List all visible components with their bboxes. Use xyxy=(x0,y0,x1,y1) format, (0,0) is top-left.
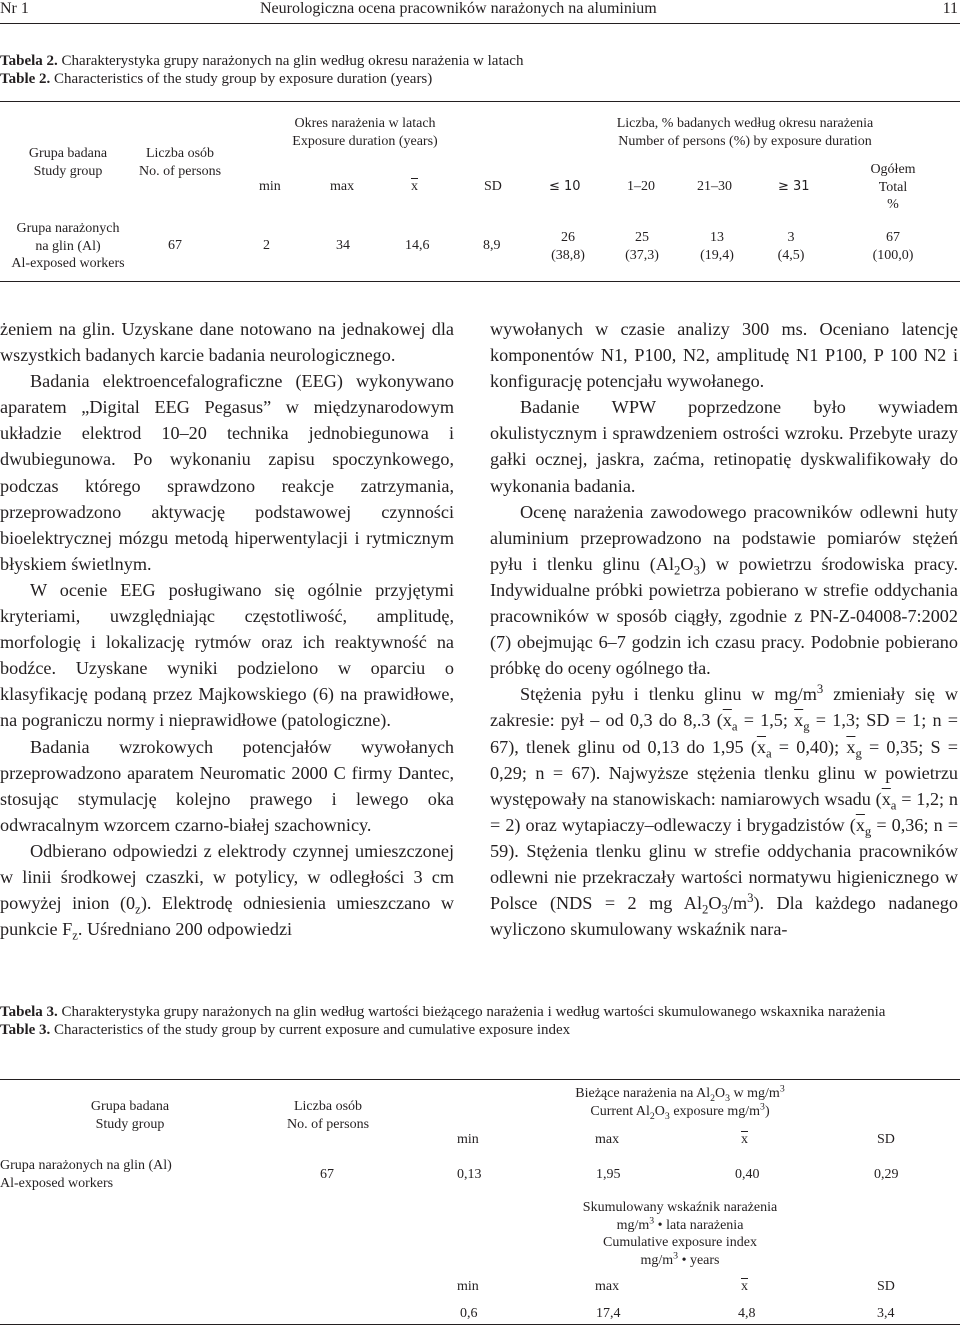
issue-number: Nr 1 xyxy=(0,0,29,17)
t3-cum-max: 17,4 xyxy=(596,1306,621,1321)
left-para-5-a: Odbierano odpowiedzi z elektrody czynnej umieszczonej w linii środkowej czaszki, w potylicy, w odległości 3 cm powyżej inion (0 xyxy=(0,840,454,914)
t3-col-n-pl: Liczba osób xyxy=(293,1099,363,1114)
left-para-3: W ocenie EEG posługiwano się ogólnie przyjętymi kryteriami, uwzględniając częstotliwość, amplitudę, morfologię i lokalizację rytmów oraz ich reaktywność na bodźce. Uzyskane wyniki podzielono w oparciu o klasyfikację podaną przez Majkowskiego (6) na prawidłowe, na pograniczu normy i nieprawidłowe (patologiczne). xyxy=(0,579,454,731)
col-dur-pl: Okres narażenia w latach xyxy=(294,116,436,131)
cell-ge31 xyxy=(759,229,823,264)
t3-sub-sd: SD xyxy=(877,1132,895,1147)
table3-title-en: Characteristics of the study group by current exposure and cumulative exposure index xyxy=(54,1022,571,1038)
t3-col-n xyxy=(258,1098,398,1133)
left-para-2: Badania elektroencefalograficzne (EEG) wykonywano aparatem „Digital EEG Pegasus” w międzynarodowym układzie elektrod 10–20 technika jednobiegunowa i dwubiegunowa. Po wykonaniu zapisu spoczynkowego, podczas którego sprawdzono reakcje zatrzymania, przeprowadzono aktywację podstawowej czynności bioelektrycznej mózgu metodą hiperwentylacji i rytmicznym błyskiem świetlnym. xyxy=(0,371,454,574)
table2-label-pl: Tabela 2. xyxy=(0,53,58,69)
sub-3: 3 xyxy=(693,563,700,578)
rp4-8: = 0,36; n = 59). Stężenia tlenku glinu w strefie oddychania pracowników odlewni nie przekraczały wartości normatywu higienicznego w Polsce (NDS = 2 mg Al xyxy=(490,814,958,914)
table3-label-pl: Tabela 3. xyxy=(0,1004,58,1020)
rp4-2: zmieniały się w zakresie: pył – od 0,3 do 8,.3 ( xyxy=(490,684,958,731)
running-title: Neurologiczna ocena pracowników narażonych na aluminium xyxy=(260,0,657,17)
sub-a-2: a xyxy=(765,746,772,761)
body-left-column xyxy=(0,316,454,942)
t3-sub-min-2: min xyxy=(457,1279,479,1294)
t3-sub-mean-2: $\overline{x}$ xyxy=(741,1279,748,1294)
sub-g-2: g xyxy=(855,746,862,761)
total-pct: % xyxy=(887,197,899,212)
sub-mean: $\overline{x}$ xyxy=(411,179,418,194)
sub-sd: SD xyxy=(484,179,502,194)
cell-n: 67 xyxy=(168,238,182,253)
row-label-3: Al-exposed workers xyxy=(11,256,125,271)
col-group-en: Study group xyxy=(33,163,103,179)
t3-cum-2b: • lata narażenia xyxy=(654,1217,744,1233)
xbar-6: $\overline{x}$ xyxy=(855,814,865,835)
cell-1-20 xyxy=(610,229,674,264)
t3-cur-pl xyxy=(510,1085,850,1103)
sub-a-1: a xyxy=(731,720,738,735)
cell-1-20-n: 25 xyxy=(635,230,649,245)
cell-le10 xyxy=(536,229,600,264)
table2-title-en: Characteristics of the study group by exposure duration (years) xyxy=(54,71,433,87)
t3-cell-n: 67 xyxy=(320,1167,334,1182)
sup-3-b: 3 xyxy=(747,891,754,905)
t3-cum-mean: 4,8 xyxy=(738,1306,756,1321)
right-para-3-a: Ocenę narażenia zawodowego pracowników odlewni huty aluminium przeprowadzono na podstawie pomiarów stężeń pyłu i tlenku glinu (Al xyxy=(490,501,958,574)
table2-col-duration xyxy=(260,115,470,150)
t3-sub-max: max xyxy=(595,1132,620,1147)
table2-col-group xyxy=(0,145,136,180)
t3-sub-2: 2 xyxy=(710,1092,716,1104)
sub-1-20: 1–20 xyxy=(627,179,655,194)
col-n-pl: Liczba osób xyxy=(145,146,215,161)
t3-col-group-pl: Grupa badana xyxy=(90,1099,170,1114)
left-para-1: żeniem na glin. Uzyskane dane notowano na jednakowej dla wszystkich badanych karcie badania neurologicznego. xyxy=(0,319,454,366)
rp4-4: = 1,3; SD = 1; n = 67), tlenek glinu od 0,13 do 1,95 ( xyxy=(490,710,959,757)
sup-3-a: 3 xyxy=(816,682,824,697)
t3-cum-sup-b: 3 xyxy=(673,1249,679,1261)
t3-col-group-en: Study group xyxy=(95,1116,165,1132)
table3-label-en: Table 3. xyxy=(0,1022,51,1038)
table3 xyxy=(0,1079,960,1324)
cell-21-30-pct: (19,4) xyxy=(700,247,734,263)
cell-le10-pct: (38,8) xyxy=(551,247,585,263)
t3-cur-pl-b: O xyxy=(715,1086,726,1101)
t3-cur-en-c: exposure mg/m xyxy=(669,1103,761,1119)
cell-21-30 xyxy=(685,229,749,264)
cell-ge31-n: 3 xyxy=(787,230,795,245)
t3-sub-2b: 2 xyxy=(649,1110,655,1122)
t3-cur-en-b: O xyxy=(654,1103,665,1119)
xbar-1: $\overline{x}$ xyxy=(722,710,732,731)
table2 xyxy=(0,101,960,281)
cell-ge31-pct: (4,5) xyxy=(777,247,805,263)
xbar-5: $\overline{x}$ xyxy=(881,788,891,809)
cell-total-pct: (100,0) xyxy=(872,247,914,263)
rp4-1: Stężenia pyłu i tlenku glinu w mg/m xyxy=(520,684,817,705)
sub-2-b: 2 xyxy=(702,902,709,917)
cell-sd: 8,9 xyxy=(483,238,501,253)
t3-sub-max-2: max xyxy=(595,1279,620,1294)
sub-21-30: 21–30 xyxy=(697,179,732,194)
sub-min: min xyxy=(259,179,281,194)
col-cnt-pl: Liczba, % badanych według okresu narażenia xyxy=(616,116,874,131)
table2-col-total xyxy=(850,161,936,214)
t3-cum-min: 0,6 xyxy=(460,1306,478,1321)
t3-row-label xyxy=(0,1157,230,1192)
t3-col-group xyxy=(50,1098,210,1133)
t3-cum-sup-a: 3 xyxy=(649,1214,655,1226)
t3-col-cumulative xyxy=(510,1199,850,1269)
t3-row-label-2: Al-exposed workers xyxy=(0,1175,114,1191)
cell-max: 34 xyxy=(336,238,350,253)
sub-3-b: 3 xyxy=(721,902,728,917)
right-para-3-b: O xyxy=(680,553,694,574)
t3-cur-en xyxy=(510,1100,850,1122)
t3-cum-sd: 3,4 xyxy=(877,1306,895,1321)
rp4-6: = 0,35; S = 0,29; n = 67). Najwyższe stężenia tlenku glinu w powietrzu występowały na stanowiskach: namiarowych wsadu ( xyxy=(490,736,958,809)
cell-21-30-n: 13 xyxy=(710,230,724,245)
sub-z-2: z xyxy=(72,928,78,943)
table2-row-label xyxy=(0,220,136,273)
sub-g-3: g xyxy=(864,824,872,839)
t3-cum-4a: mg/m xyxy=(640,1252,674,1268)
t3-sup-3: 3 xyxy=(779,1083,785,1095)
sub-g-1: g xyxy=(803,720,810,735)
rp4-7: = 1,2; n = 2) oraz wytapiaczy–odlewaczy i brygadzistów ( xyxy=(490,788,958,835)
t3-sub-min: min xyxy=(457,1132,479,1147)
table2-col-n xyxy=(120,145,240,180)
table2-title-pl: Charakterystyka grupy narażonych na glin według okresu narażenia w latach xyxy=(61,53,524,69)
t3-cum-4b: • years xyxy=(678,1252,720,1268)
header-rule xyxy=(0,23,960,24)
t3-cur-min: 0,13 xyxy=(457,1167,482,1182)
t3-cur-pl-c: w mg/m xyxy=(730,1086,780,1101)
t3-sup-3b: 3 xyxy=(760,1100,765,1112)
left-para-5-b: ). Elektrodę odniesienia umieszczano w punkcie F xyxy=(0,893,454,940)
t3-cur-pl-a: Bieżące narażenia na Al xyxy=(575,1086,711,1101)
t3-cur-mean: 0,40 xyxy=(735,1167,760,1182)
t3-col-n-en: No. of persons xyxy=(286,1116,370,1132)
sub-a-3: a xyxy=(890,798,897,813)
col-n-en: No. of persons xyxy=(138,163,222,179)
cell-le10-n: 26 xyxy=(561,230,575,245)
t3-cur-max: 1,95 xyxy=(596,1167,621,1182)
right-para-3-c: ) w powietrzu środowiska pracy. Indywidualne próbki powietrza pobierano w strefie oddychania pracowników w sposób ciągły, zgodnie z PN-Z-04008-7:2002 (7) obejmując 6–7 godzin ich czasu pracy. Podobnie pobierano próbkę do oceny ogólnego tła. xyxy=(490,553,959,679)
right-para-3 xyxy=(490,499,958,682)
table3-bottom-rule xyxy=(0,1324,960,1325)
t3-cur-en-d: ) xyxy=(764,1103,770,1119)
t3-cum-3: Cumulative exposure index xyxy=(603,1235,757,1250)
rp4-10: /m xyxy=(727,893,748,914)
cell-total-n: 67 xyxy=(886,230,900,245)
sub-z-1: z xyxy=(135,902,141,917)
t3-cum-1: Skumulowany wskaźnik narażenia xyxy=(582,1200,778,1215)
t3-col-current xyxy=(510,1085,850,1120)
cell-1-20-pct: (37,3) xyxy=(625,247,659,263)
rp4-9: O xyxy=(708,893,722,914)
rp4-3: = 1,5; xyxy=(737,710,795,731)
t3-cum-2 xyxy=(510,1214,850,1235)
t3-sub-3b: 3 xyxy=(664,1110,670,1122)
left-para-4: Badania wzrokowych potencjałów wywołanych przeprowadzono aparatem Neuromatic 2000 C firmy Dantec, stosując stymulację kolejno prawego i lewego oka odwracalnym wzorcem czarno-białej szachownicy. xyxy=(0,736,454,835)
sub-le10: ≤ 10 xyxy=(549,179,581,194)
xbar-3: $\overline{x}$ xyxy=(756,736,766,757)
cell-mean: 14,6 xyxy=(405,238,430,253)
row-label-2: na glin (Al) xyxy=(35,238,101,254)
running-header xyxy=(0,0,960,22)
t3-cur-en-a: Current Al xyxy=(590,1103,650,1119)
total-pl: Ogółem xyxy=(870,162,916,177)
body-right-column xyxy=(490,316,958,942)
xbar-2: $\overline{x}$ xyxy=(794,710,804,731)
left-para-5 xyxy=(0,838,454,942)
col-cnt-en: Number of persons (%) by exposure duration xyxy=(618,133,872,149)
col-group-pl: Grupa badana xyxy=(28,146,108,161)
table2-label-en: Table 2. xyxy=(0,71,51,87)
sub-2: 2 xyxy=(674,563,681,578)
page-number: 11 xyxy=(942,0,958,17)
table3-caption xyxy=(0,1003,900,1039)
left-para-5-c: . Uśredniano 200 odpowiedzi xyxy=(77,919,293,940)
t3-cum-4 xyxy=(510,1249,850,1270)
table2-bottom-rule xyxy=(0,281,960,282)
row-label-1: Grupa narażonych xyxy=(16,221,120,236)
cell-total xyxy=(850,229,936,264)
cell-min: 2 xyxy=(263,238,270,253)
t3-cum-2a: mg/m xyxy=(616,1217,650,1233)
rp4-5: = 0,40); xyxy=(771,736,847,757)
sub-max: max xyxy=(330,179,355,194)
xbar-4: $\overline{x}$ xyxy=(846,736,856,757)
t3-sub-sd-2: SD xyxy=(877,1279,895,1294)
t3-cur-sd: 0,29 xyxy=(874,1167,899,1182)
table2-col-count xyxy=(540,115,950,150)
right-para-1: wywołanych w czasie analizy 300 ms. Oceniano latencję komponentów N1, P100, N2, amplitudę N1 P100, P 100 N2 i konfigurację potencjału wywołanego. xyxy=(490,319,958,392)
t3-sub-3: 3 xyxy=(725,1092,731,1104)
right-para-2: Badanie WPW poprzedzone było wywiadem okulistycznym i sprawdzeniem ostrości wzroku. Przebyte urazy gałki ocznej, jaskra, zaćma, retinopatię dyskwalifikowały do wykonania badania. xyxy=(490,397,958,496)
col-dur-en: Exposure duration (years) xyxy=(292,133,438,149)
t3-sub-mean: $\overline{x}$ xyxy=(741,1132,748,1147)
rp4-11: ). Dla każdego nadanego wyliczono skumulowany wskaźnik nara- xyxy=(490,893,958,940)
right-para-4 xyxy=(490,681,958,942)
t3-row-label-1: Grupa narażonych na glin (Al) xyxy=(0,1158,172,1173)
table2-caption xyxy=(0,52,960,88)
total-en: Total xyxy=(878,179,908,195)
table3-title-pl: Charakterystyka grupy narażonych na glin według wartości bieżącego narażenia i według wartości skumulowanego wskaxnika narażenia xyxy=(61,1004,886,1020)
sub-ge31: ≥ 31 xyxy=(778,179,810,194)
